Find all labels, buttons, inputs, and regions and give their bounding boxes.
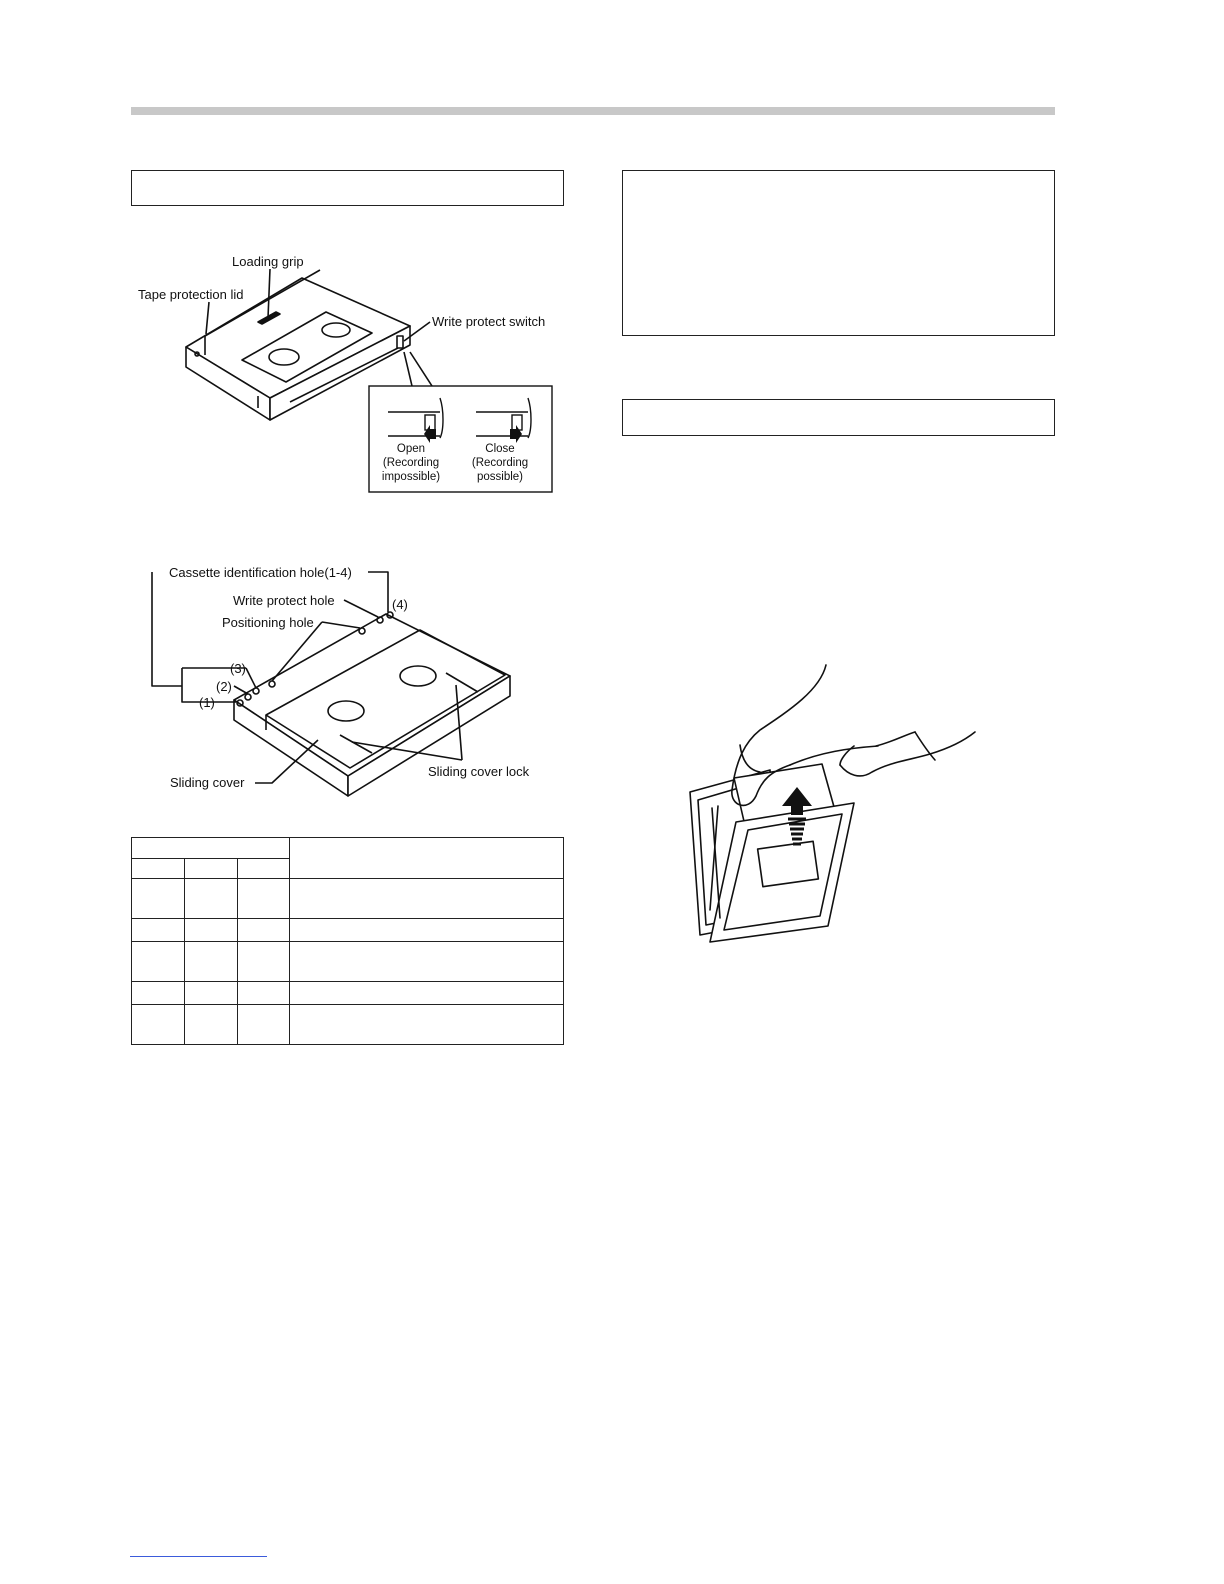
close-label: Close <box>485 443 515 455</box>
close-caption-1: (Recording <box>471 457 529 469</box>
close-caption-2: possible) <box>476 471 524 483</box>
label-loading-grip: Loading grip <box>232 254 304 269</box>
label-positioning-hole: Positioning hole <box>222 615 314 630</box>
label-sliding-cover-lock: Sliding cover lock <box>428 764 530 779</box>
label-sliding-cover: Sliding cover <box>170 775 245 790</box>
label-tape-protection-lid: Tape protection lid <box>138 287 244 302</box>
label-hole-2: (2) <box>216 679 232 694</box>
open-caption-2: impossible) <box>381 471 441 483</box>
label-write-protect-hole: Write protect hole <box>233 593 335 608</box>
label-hole-3: (3) <box>230 661 246 676</box>
open-caption-1: (Recording <box>382 457 440 469</box>
label-hole-1: (1) <box>199 695 215 710</box>
label-hole-4: (4) <box>392 597 408 612</box>
footer-link-underline[interactable] <box>130 1556 267 1557</box>
label-write-protect-switch: Write protect switch <box>432 314 546 329</box>
open-label: Open <box>396 443 426 455</box>
label-cassette-id-hole: Cassette identification hole(1-4) <box>169 565 352 580</box>
